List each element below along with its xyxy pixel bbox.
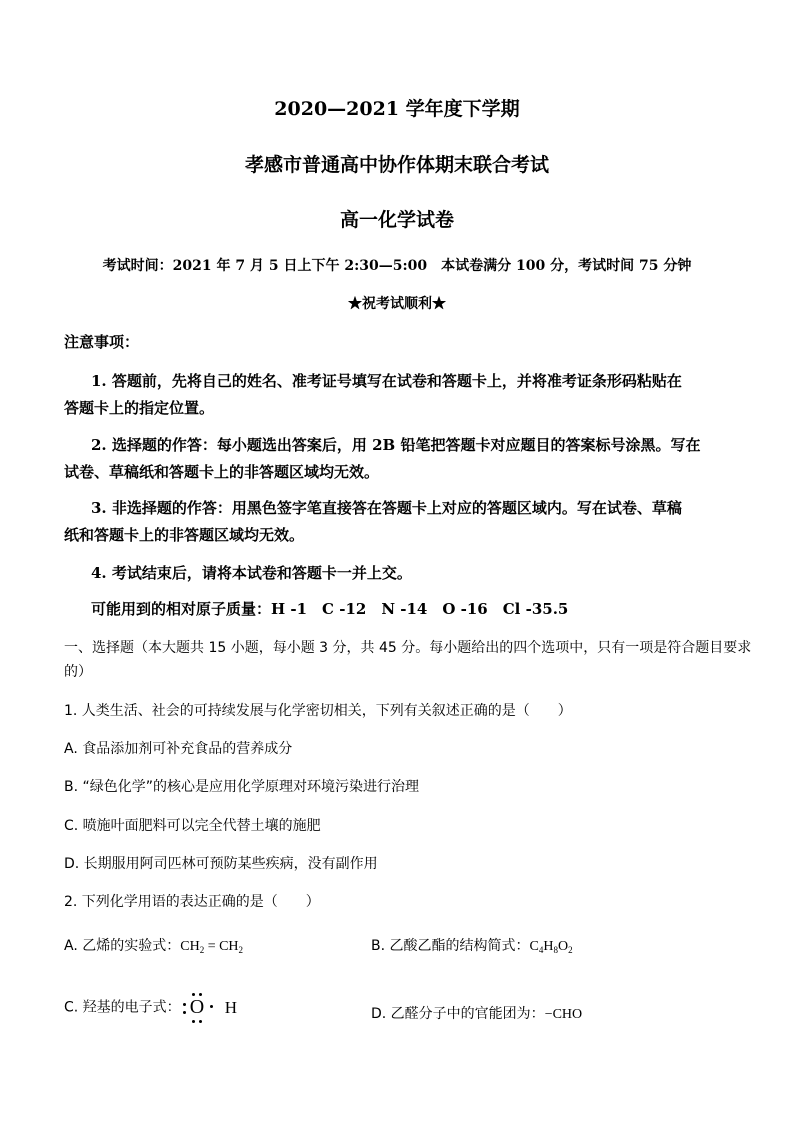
oxygen-symbol: O	[189, 996, 205, 1018]
question-1-option-a: A. 食品添加剂可补充食品的营养成分	[64, 741, 293, 757]
question-2-option-d	[371, 1003, 582, 1023]
question-1-option-b: B. “绿色化学”的核心是应用化学原理对环境污染进行治理	[64, 779, 420, 795]
question-1-option-d: D. 长期服用阿司匹林可预防某些疾病，没有副作用	[64, 856, 378, 872]
notes-title: 注意事项：	[64, 333, 140, 351]
electron-dot-icon	[192, 1020, 195, 1023]
note-3-line-2: 纸和答题卡上的非答题区域均无效。	[64, 526, 305, 544]
hydroxyl-electron-formula	[181, 993, 241, 1023]
question-1-stem: 1. 人类生活、社会的可持续发展与化学密切相关，下列有关叙述正确的是（ ）	[64, 703, 572, 719]
atomic-masses: 可能用到的相对原子质量：H -1 C -12 N -14 O -16 Cl -35.5	[91, 600, 569, 618]
note-2-line-1: 2. 选择题的作答：每小题选出答案后，用 2B 铅笔把答题卡对应题目的答案标号涂黑。写在	[91, 436, 701, 454]
exam-name-title: 孝感市普通高中协作体期末联合考试	[244, 154, 549, 176]
option-d-label: D. 乙醛分子中的官能团为：	[371, 1006, 545, 1022]
option-c-label: C. 羟基的电子式：	[64, 999, 181, 1016]
option-a-label: A. 乙烯的实验式：	[64, 938, 181, 954]
note-4: 4. 考试结束后，请将本试卷和答题卡一并上交。	[91, 564, 412, 582]
question-1-option-c: C. 喷施叶面肥料可以完全代替土壤的施肥	[64, 818, 321, 834]
question-2-option-c	[64, 993, 241, 1023]
electron-dot-icon	[183, 1003, 186, 1006]
electron-dot-icon	[210, 1005, 213, 1008]
question-2-option-a	[64, 935, 243, 955]
note-1-line-1: 1. 答题前，先将自己的姓名、准考证号填写在试卷和答题卡上，并将准考证条形码粘贴在	[91, 372, 682, 390]
note-3-line-1: 3. 非选择题的作答：用黑色签字笔直接答在答题卡上对应的答题区域内。写在试卷、草稿	[91, 499, 682, 517]
subject-title: 高一化学试卷	[339, 209, 454, 231]
section-1-heading-line-1: 一、选择题（本大题共 15 小题，每小题 3 分，共 45 分。每小题给出的四个选项中，只有一项是符合题目要求	[64, 640, 752, 656]
blessing: ★祝考试顺利★	[348, 296, 446, 312]
question-2-stem: 2. 下列化学用语的表达正确的是（ ）	[64, 894, 320, 910]
ethene-formula: $CH_2 = CH_2$	[180, 939, 244, 955]
note-1-line-2: 答题卡上的指定位置。	[64, 399, 215, 417]
question-2-option-b	[371, 935, 573, 955]
year-term-title: 2020—2021 学年度下学期	[274, 98, 520, 120]
section-1-heading-line-2: 的）	[64, 664, 92, 680]
electron-dot-icon	[199, 993, 202, 996]
aldehyde-group-formula: −CHO	[544, 1007, 583, 1022]
electron-dot-icon	[192, 993, 195, 996]
option-b-label: B. 乙酸乙酯的结构简式：	[371, 938, 530, 954]
ethyl-acetate-formula: $C_4H_8O_2$	[529, 939, 573, 955]
note-2-line-2: 试卷、草稿纸和答题卡上的非答题区域均无效。	[64, 463, 380, 481]
electron-dot-icon	[183, 1011, 186, 1014]
electron-dot-icon	[199, 1020, 202, 1023]
exam-info: 考试时间：2021 年 7 月 5 日上下午 2:30—5:00 本试卷满分 100 分，考试时间 75 分钟	[102, 258, 692, 274]
hydrogen-symbol: H	[224, 998, 237, 1017]
